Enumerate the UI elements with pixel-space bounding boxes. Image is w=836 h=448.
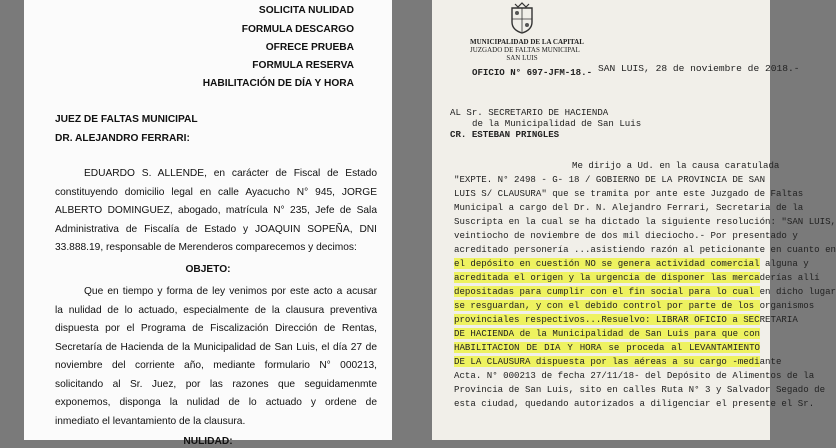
seal-caption: SAN LUIS [506,54,538,62]
body-line: Municipal a cargo del Dr. N. Alejandro Ferrari, Secretaria de la [454,202,804,213]
nulidad-heading: NULIDAD: [183,436,233,447]
body-line: acreditado personería ...asistiendo razón al peticionante en cuanto en [454,244,836,255]
highlighted-body-line: el depósito en cuestión NO se genera actividad comercial alguna y [454,258,809,269]
objeto-line: dispuesta por el Programa de Fiscalización Dirección de Rentas, [55,323,377,334]
addressee-line: DR. ALEJANDRO FERRARI: [55,133,190,144]
body-line: Acta. N° 000213 de fecha 27/11/18- del Depósito de Alimentos de la [454,370,815,381]
body-line: Me dirijo a Ud. en la causa caratulada [572,160,780,171]
highlighted-body-line: provinciales respectivos...Resuelvo: LIBRAR OFICIO a SECRETARIA [454,314,798,325]
addressee-line: CR. ESTEBAN PRINGLES [450,129,560,140]
objeto-line: Secretaría de Hacienda de la Municipalidad de San Luis, el día 27 de [55,342,377,353]
objeto-heading: OBJETO: [185,264,231,275]
header-line: OFRECE PRUEBA [265,42,354,53]
body-line: LUIS S/ CLAUSURA" que se tramita por ante este Juzgado de Faltas [454,188,804,199]
intro-line: Administrativa de Fiscalía de Estado y JOAQUIN SOPEÑA, DNI [55,224,377,235]
oficio-number: OFICIO N° 697-JFM-18.- [472,67,593,78]
highlighted-body-line: se resguardan, y con el debido control por parte de los organismos [454,300,815,311]
objeto-line: exponemos, disponga la nulidad de lo actuado y ordene de [55,397,377,408]
intro-line: ALBERTO DOMINGUEZ, abogado, matrícula N° 235, Jefe de Sala [55,205,377,216]
highlighted-body-line: acreditada el origen y la urgencia de disponer las mercaderías allí [454,272,820,283]
left-document-page [24,0,392,447]
header-line: HABILITACIÓN DE DÍA Y HORA [202,78,354,89]
addressee-line: AL Sr. SECRETARIO DE HACIENDA [450,107,609,118]
objeto-line: inmediato el levantamiento de la clausura. [55,416,246,427]
highlighted-body-line: depositadas para cumplir con el fin social para lo cual en dicho lugar [454,286,836,297]
header-line: FORMULA DESCARGO [241,24,354,35]
intro-line: constituyendo domicilio legal en calle Ayacucho N° 945, JORGE [55,187,377,198]
body-line: Provincia de San Luis, sito en calles Ruta N° 3 y Salvador Segado de [454,384,826,395]
body-line: "EXPTE. N° 2498 - G- 18 / GOBIERNO DE LA PROVINCIA DE SAN [454,174,766,185]
seal-caption: JUZGADO DE FALTAS MUNICIPAL [470,46,580,54]
objeto-line: noviembre del corriente año, mediante formulario N° 000213, [55,360,377,371]
intro-line: 33.888.19, responsable de Merenderos comparecemos y decimos: [55,242,357,253]
seal-caption: MUNICIPALIDAD DE LA CAPITAL [470,38,584,46]
addressee-line: JUEZ DE FALTAS MUNICIPAL [55,114,198,125]
highlighted-body-line: DE LA CLAUSURA dispuesta por las aéreas a su cargo -mediante [454,356,782,367]
objeto-line: la nulidad de lo actuado, especialmente de la clausura preventiva [55,305,377,316]
intro-line: EDUARDO S. ALLENDE, en carácter de Fiscal de Estado [84,168,377,179]
coat-of-arms-icon [509,2,535,34]
objeto-line: solicitando al Sr. Juez, por las razones que seguidamenmte [55,379,377,390]
body-line: Suscripta en la cual se ha dictado la siguiente resolución: "SAN LUIS, [454,216,836,227]
header-line: SOLICITA NULIDAD [258,5,354,16]
document-date: SAN LUIS, 28 de noviembre de 2018.- [598,63,800,74]
highlighted-body-line: DE HACIENDA de la Municipalidad de San Luis para que con [454,328,760,339]
highlighted-body-line: HABILITACION DE DIA Y HORA se proceda al LEVANTAMIENTO [454,342,760,353]
body-line: veintiocho de noviembre de dos mil dieciocho.- Por presentado y [454,230,798,241]
addressee-line: de la Municipalidad de San Luis [472,118,642,129]
objeto-line: Que en tiempo y forma de ley venimos por este acto a acusar [84,286,377,297]
body-line: esta ciudad, quedando autorizados a diligenciar el presente el Sr. [454,398,815,409]
right-document-page [432,0,836,440]
header-line: FORMULA RESERVA [252,60,354,71]
